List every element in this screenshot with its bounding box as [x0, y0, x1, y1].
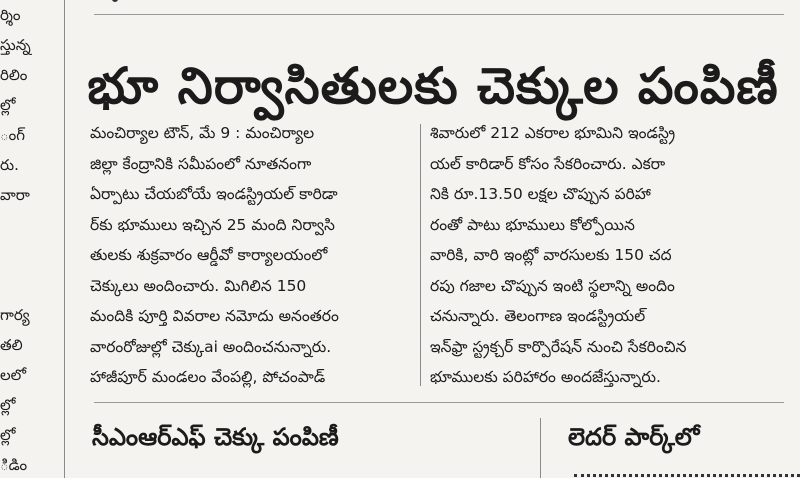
left-strip-line [0, 270, 58, 300]
column2-line: నికి రూ.13.50 లక్షల చొప్పున పరిహా [430, 185, 651, 203]
left-strip-line: లలో [0, 366, 27, 384]
left-strip-line: రిలిం [0, 66, 28, 84]
left-strip-line: ల్లో [0, 96, 16, 114]
left-column-divider [64, 0, 65, 478]
article-column-2 [430, 118, 745, 393]
next-line-fragment [574, 466, 800, 478]
column2-line: భూములకు పరిహారం అందజేస్తున్నారు. [430, 368, 661, 386]
column2-line: రపు గజాల చొప్పున ఇంటి స్థలాన్ని అందిం [430, 276, 675, 295]
left-neighbor-column [0, 0, 58, 478]
left-strip-line: ంగ్ [0, 126, 26, 144]
column2-line: రంతో పాటు భూములు కోల్పోయిన [430, 215, 635, 234]
column2-line: చనున్నారు. తెలంగాణ ఇండస్ట్రియల్ [430, 307, 646, 325]
column1-line: మంచిర్యాల టౌన్, మే 9 : మంచిర్యాల [90, 124, 315, 142]
column2-line: యల్ కారిడార్ కోసం సేకరించారు. ఎకరా [430, 154, 666, 173]
left-strip-line: ల్లో [0, 426, 16, 444]
column1-line: మందికి పూర్తి వివరాల నమోదు అనంతరం [90, 307, 339, 325]
left-strip-line: వారా [0, 186, 30, 204]
left-strip-line: ర్శిం [0, 6, 21, 24]
left-strip-line: ిడిం [0, 456, 28, 474]
article-column-1 [90, 118, 408, 393]
column2-line: వారికి, వారి ఇంట్లో వారసులకు 150 చద [430, 246, 672, 264]
bottom-section-rule [94, 402, 784, 403]
column-divider [420, 124, 421, 386]
left-strip-line: స్తున్న [0, 36, 31, 54]
top-bullet-fragment [112, 0, 118, 2]
subhead-cmrf-cheque: సీఎంఆర్ఎఫ్ చెక్కు పంపిణీ [92, 423, 339, 451]
left-strip-line [0, 210, 58, 240]
column1-line: వారంరోజుల్లో చెక్కుai అందించనున్నారు. [90, 337, 332, 356]
column1-line: ఏర్పాటు చేయబోయే ఇండస్ట్రియల్ కారిడా [90, 185, 338, 203]
article-headline: భూ నిర్వాసితులకు చెక్కుల పంపిణీ [87, 57, 779, 115]
left-strip-line: రు. [0, 156, 19, 174]
top-rule [94, 14, 784, 15]
bottom-column-divider [540, 418, 541, 478]
column1-line: జిల్లా కేంద్రానికి సమీపంలో నూతనంగా [90, 154, 312, 173]
column1-line: ర్‌కు భూములు ఇచ్చిన 25 మంది నిర్వాసి [90, 215, 335, 234]
column1-line: హాజీపూర్ మండలం వేంపల్లి, పోచంపాడ్ [90, 368, 326, 386]
column1-line: చెక్కులు అందించారు. మిగిలిన 150 [90, 276, 307, 295]
column2-line: శివారులో 212 ఎకరాల భూమిని ఇండస్ట్రి [430, 124, 676, 142]
left-strip-line: గార్య [0, 306, 30, 324]
left-strip-line [0, 240, 58, 270]
subhead-leather-park: లెదర్ పార్క్‌లో [568, 423, 700, 451]
left-strip-line: తలి [0, 336, 23, 354]
left-strip-line: ల్లో [0, 396, 16, 414]
column2-line: ఇన్‌ఫ్రా స్ట్రక్చర్ కార్పొరేషన్ నుంచి సేకరించిన [430, 337, 687, 356]
column1-line: తులకు శుక్రవారం ఆర్డీవో కార్యాలయంలో [90, 246, 328, 264]
